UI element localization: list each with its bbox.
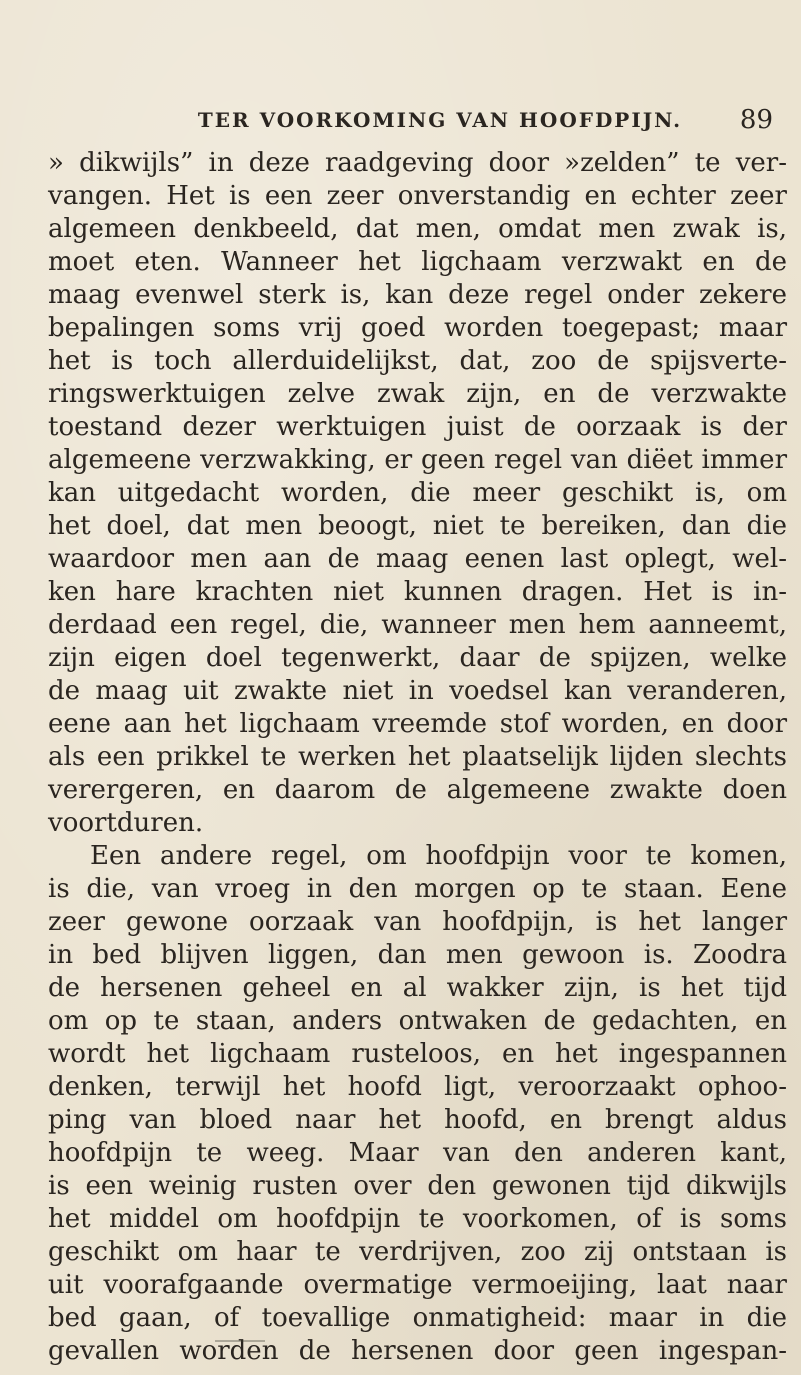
text-line: Een andere regel, om hoofdpijn voor te komen, (90, 841, 787, 871)
text-line: vangen. Het is een zeer onverstandig en echter zeer (48, 181, 787, 211)
text-line: de maag uit zwakte niet in voedsel kan veranderen, (48, 676, 787, 706)
text-line: ken hare krachten niet kunnen dragen. Het is in- (48, 577, 787, 607)
text-line: » dikwijls” in deze raadgeving door »zelden” te ver- (48, 148, 787, 178)
text-line: waardoor men aan de maag eenen last oplegt, wel- (48, 544, 787, 574)
running-head (0, 100, 801, 140)
text-line: gevallen worden de hersenen door geen ingespan- (48, 1336, 787, 1366)
text-line: algemeene verzwakking, er geen regel van diëet immer (48, 445, 787, 475)
text-line: is die, van vroeg in den morgen op te staan. Eene (48, 874, 787, 904)
text-line: het is toch allerduidelijkst, dat, zoo de spijsverte- (48, 346, 787, 376)
text-line: uit voorafgaande overmatige vermoeijing, laat naar (48, 1270, 787, 1300)
text-line: hoofdpijn te weeg. Maar van den anderen kant, (48, 1138, 787, 1168)
text-line: voortduren. (48, 808, 204, 838)
text-line: als een prikkel te werken het plaatselijk lijden slechts (48, 742, 787, 772)
text-line: derdaad een regel, die, wanneer men hem aanneemt, (48, 610, 787, 640)
text-line: ringswerktuigen zelve zwak zijn, en de verzwakte (48, 379, 787, 409)
text-line: zeer gewone oorzaak van hoofdpijn, is het langer (48, 907, 787, 937)
text-line: om op te staan, anders ontwaken de gedachten, en (48, 1006, 787, 1036)
text-line: eene aan het ligchaam vreemde stof worden, en door (48, 709, 787, 739)
text-line: bepalingen soms vrij goed worden toegepast; maar (48, 313, 787, 343)
text-line: maag evenwel sterk is, kan deze regel onder zekere (48, 280, 787, 310)
text-line: bed gaan, of toevallige onmatigheid: maar in die (48, 1303, 787, 1333)
text-line: in bed blijven liggen, dan men gewoon is. Zoodra (48, 940, 787, 970)
text-line: algemeen denkbeeld, dat men, omdat men zwak is, (48, 214, 787, 244)
text-line: toestand dezer werktuigen juist de oorzaak is der (48, 412, 787, 442)
text-line: wordt het ligchaam rusteloos, en het ingespannen (48, 1039, 787, 1069)
page-number: 89 (739, 105, 773, 135)
text-line: ping van bloed naar het hoofd, en brengt aldus (48, 1105, 787, 1135)
text-line: verergeren, en daarom de algemeene zwakte doen (48, 775, 787, 805)
text-line: moet eten. Wanneer het ligchaam verzwakt en de (48, 247, 787, 277)
page-title: TER VOORKOMING VAN HOOFDPIJN. (197, 108, 683, 132)
text-line: het middel om hoofdpijn te voorkomen, of is soms (48, 1204, 787, 1234)
text-line: de hersenen geheel en al wakker zijn, is het tijd (48, 973, 787, 1003)
text-line: kan uitgedacht worden, die meer geschikt is, om (48, 478, 787, 508)
text-line: het doel, dat men beoogt, niet te bereiken, dan die (48, 511, 787, 541)
text-line: denken, terwijl het hoofd ligt, veroorzaakt ophoo- (48, 1072, 787, 1102)
print-mark (215, 1340, 265, 1342)
text-line: geschikt om haar te verdrijven, zoo zij ontstaan is (48, 1237, 787, 1267)
text-line: is een weinig rusten over den gewonen tijd dikwijls (48, 1171, 787, 1201)
text-line: zijn eigen doel tegenwerkt, daar de spijzen, welke (48, 643, 787, 673)
